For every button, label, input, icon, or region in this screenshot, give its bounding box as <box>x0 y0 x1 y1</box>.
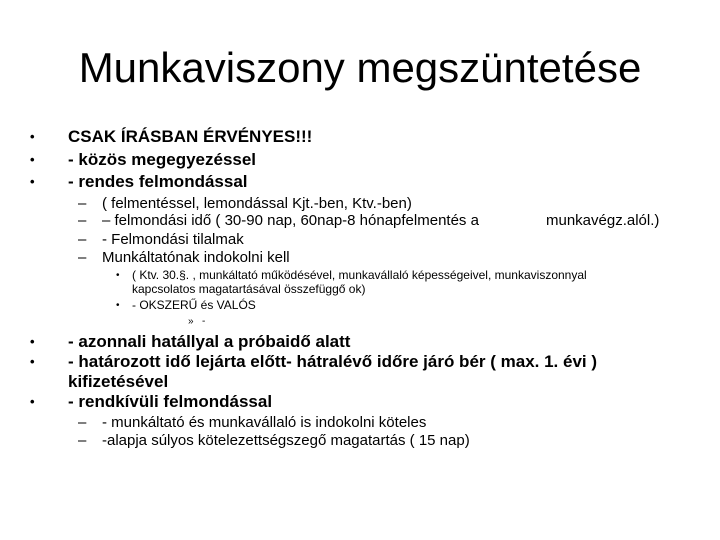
bullet-mark: • <box>30 152 35 167</box>
dash-mark: – <box>78 231 87 248</box>
bullet-mark: • <box>116 300 120 311</box>
bullet-text: - azonnali hatállyal a próbaidő alatt <box>68 332 351 351</box>
bullet-mark: • <box>116 270 120 281</box>
bullet-text: - közös megegyezéssel <box>68 150 257 169</box>
bullet-text: kifizetésével <box>68 372 169 391</box>
bullet-item-continuation <box>68 372 168 391</box>
bullet-text: – felmondási idő ( 30-90 nap, 60nap-8 hónapfelmentés a <box>102 212 479 229</box>
bullet-text: - <box>202 316 206 327</box>
bullet-mark: • <box>30 354 35 369</box>
dash-mark: – <box>78 249 87 266</box>
bullet-text: - határozott idő lejárta előtt- hátralévő időre járó bér ( max. 1. évi ) <box>68 352 598 371</box>
bullet-mark: • <box>30 129 35 144</box>
bullet-text: CSAK ÍRÁSBAN ÉRVÉNYES!!! <box>68 127 313 146</box>
dash-mark: – <box>78 212 87 229</box>
page-title: Munkaviszony megszüntetése <box>78 44 642 91</box>
bullet-text: ( Ktv. 30.§. , munkáltató működésével, munkavállaló képességeivel, munkaviszonnyal <box>132 268 587 282</box>
dash-mark: – <box>78 432 87 449</box>
bullet-text-continuation: munkavégz.alól.) <box>546 212 660 229</box>
bullet-item-continuation <box>132 283 365 296</box>
bullet-mark: • <box>30 174 35 189</box>
dash-mark: – <box>78 195 87 212</box>
bullet-text: - rendkívüli felmondással <box>68 392 273 411</box>
bullet-text: ( felmentéssel, lemondással Kjt.-ben, Ktv.-ben) <box>102 195 412 212</box>
bullet-mark: » <box>188 316 194 327</box>
bullet-text: - munkáltató és munkavállaló is indokolni köteles <box>102 414 427 431</box>
bullet-text: - OKSZERŰ és VALÓS <box>132 298 256 312</box>
bullet-text: - Felmondási tilalmak <box>102 231 244 248</box>
bullet-mark: • <box>30 394 35 409</box>
bullet-text: -alapja súlyos kötelezettségszegő magatartás ( 15 nap) <box>102 432 470 449</box>
bullet-text: kapcsolatos magatartásával összefüggő ok) <box>132 282 366 296</box>
dash-mark: – <box>78 414 87 431</box>
bullet-mark: • <box>30 334 35 349</box>
bullet-text: - rendes felmondással <box>68 172 248 191</box>
bullet-text: Munkáltatónak indokolni kell <box>102 249 290 266</box>
